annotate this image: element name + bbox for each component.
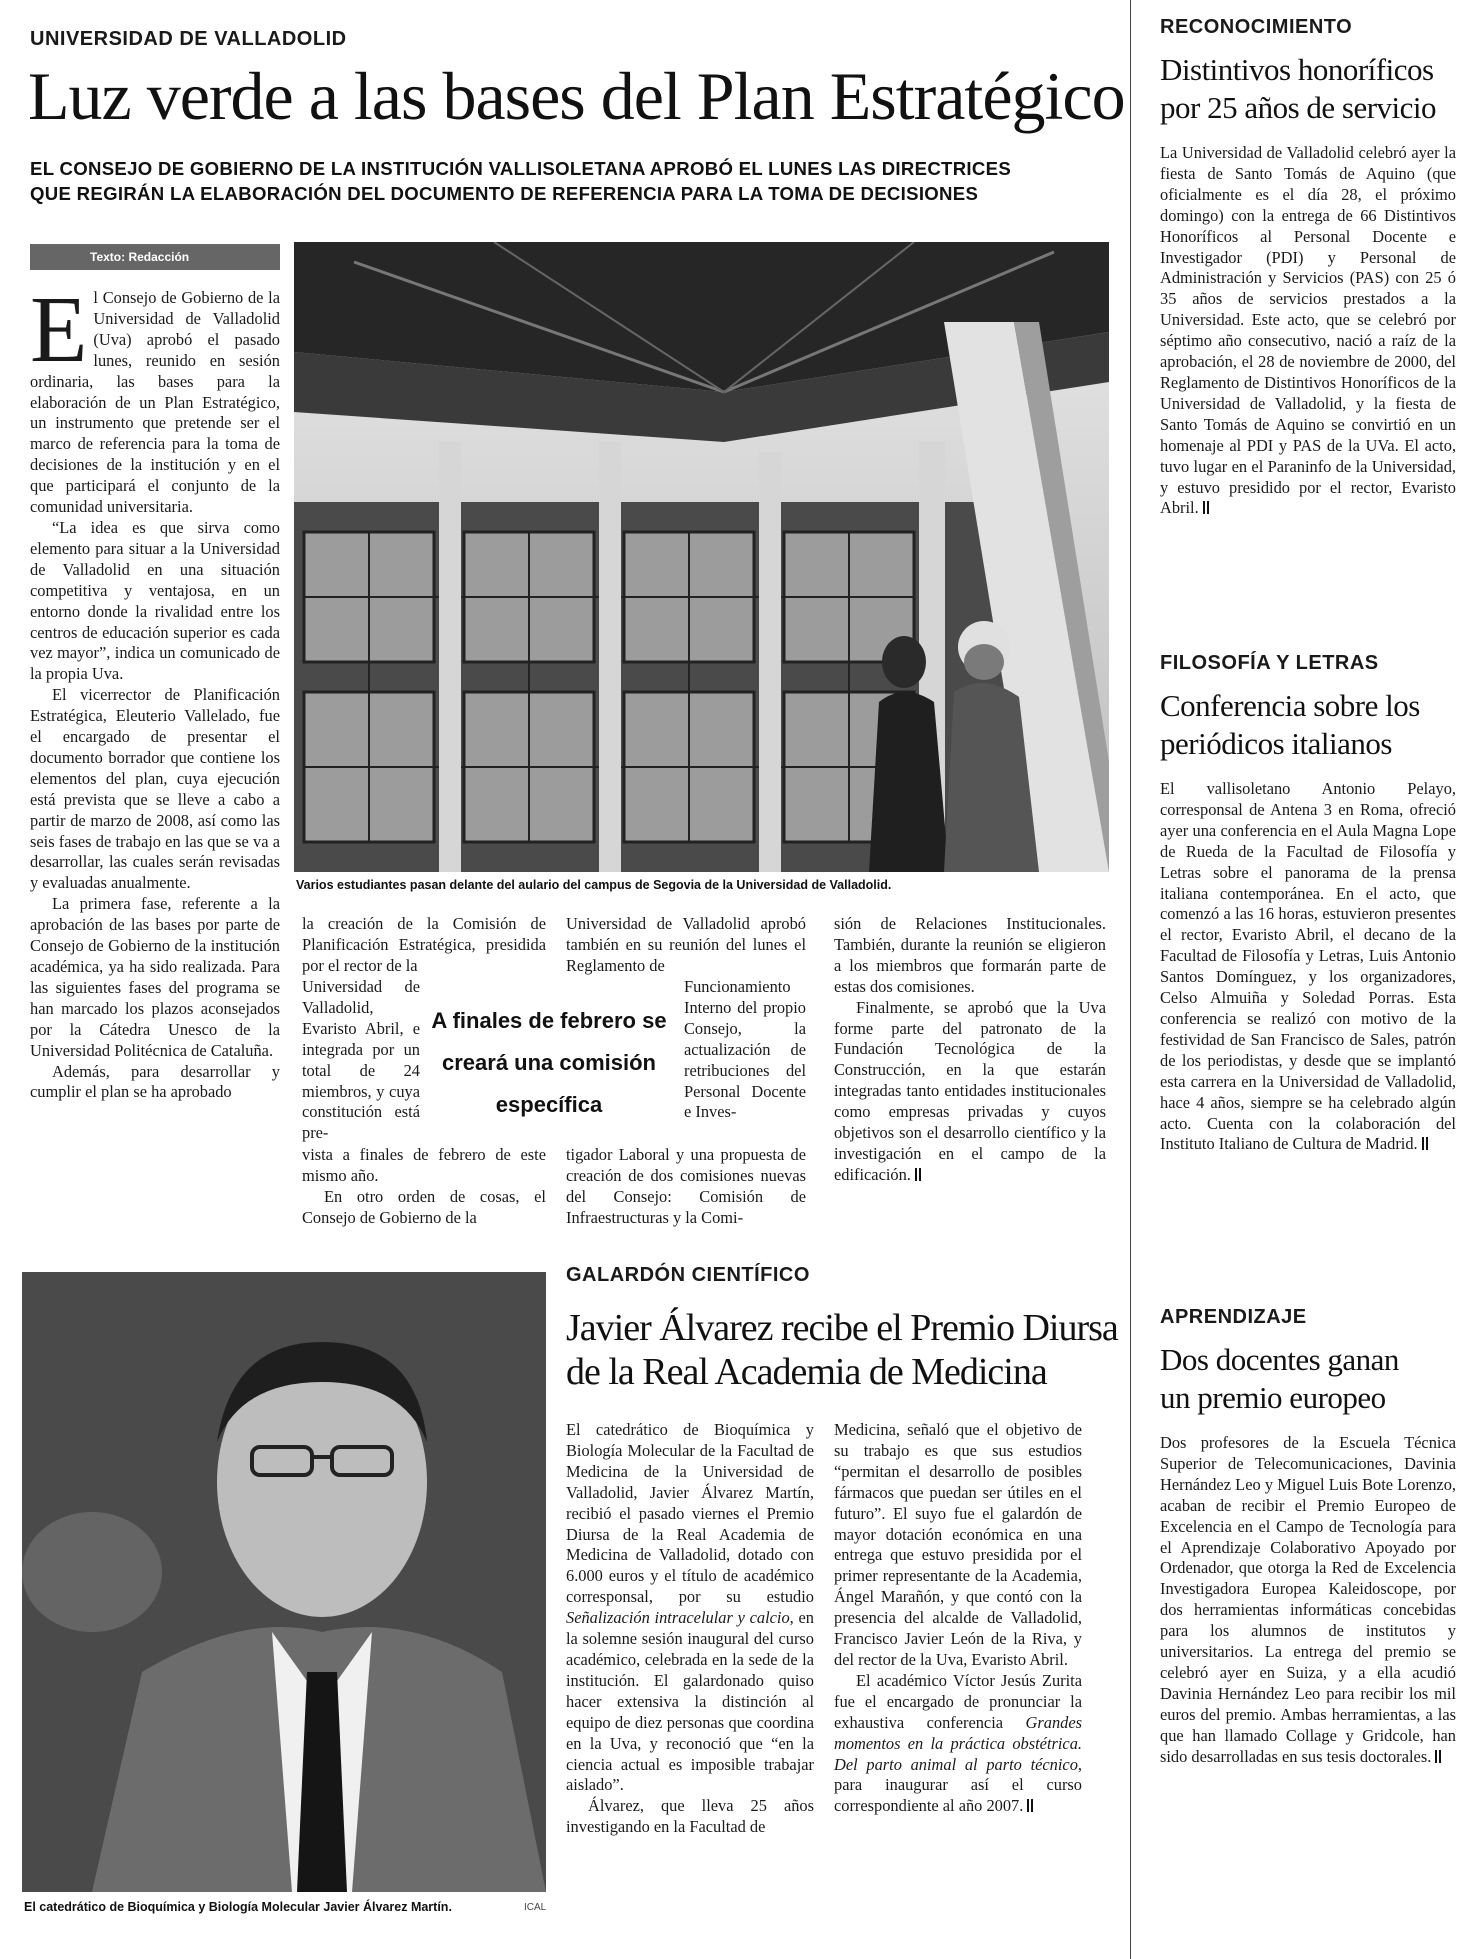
main-paragraph-1: El Consejo de Gobierno de la Universidad de Valladolid (Uva) aprobó el pasado lunes, reunido en sesión ordinaria, las bases para la elaboración de un Plan Estratégico, un instrumento que pretende ser el marco de referencia para la toma de decisiones de la institución y en el que participará el conjunto de la comunidad universitaria. bbox=[30, 278, 280, 517]
main-photo-caption: Varios estudiantes pasan delante del aulario del campus de Segovia de la Universidad de Valladolid. bbox=[296, 878, 892, 892]
main-article-col3-bottom bbox=[566, 1145, 806, 1229]
main-article-col1 bbox=[30, 278, 280, 1103]
main-article-col2-narrow bbox=[302, 977, 420, 1144]
sidebar-kicker: APRENDIZAJE bbox=[1160, 1306, 1307, 1328]
main-article-col2 bbox=[302, 914, 546, 977]
subhead-line-1: EL CONSEJO DE GOBIERNO DE LA INSTITUCIÓN VALLISOLETANA APROBÓ EL LUNES LAS DIRECTRICES bbox=[30, 158, 1012, 179]
col3-top-text: Universidad de Valladolid aprobó también en su reunión del lunes el Reglamento de bbox=[566, 914, 806, 975]
col2-narrow-text: Universidad de Valladolid, Evaristo Abril, e integrada por un total de 24 miembros, y cuya constitución está pre- bbox=[302, 977, 420, 1143]
col3-narrow-text: Funcionamiento Interno del propio Consejo, la actualización de retribuciones del Personal Docente e Inves- bbox=[684, 977, 806, 1122]
second-article-col1 bbox=[566, 1420, 814, 1838]
campus-building-photo bbox=[294, 242, 1109, 872]
col2-top-text: la creación de la Comisión de Planificación Estratégica, presidida por el rector de la bbox=[302, 914, 546, 975]
main-subhead bbox=[30, 156, 1110, 206]
main-paragraph-2: “La idea es que sirva como elemento para situar a la Universidad de Valladolid en una situación competitiva y ventajosa, en un entorno donde la rivalidad entre los centros de educación superior es cada vez mayor”, indica un comunicado de la propia Uva. bbox=[30, 517, 280, 684]
main-article-col2-bottom bbox=[302, 1145, 546, 1229]
building-illustration bbox=[294, 242, 1109, 872]
section-kicker: UNIVERSIDAD DE VALLADOLID bbox=[30, 28, 347, 50]
sidebar-body: Dos profesores de la Escuela Técnica Superior de Telecomunicaciones, Davinia Hernández Leo y Miguel Luis Bote Lorenzo, acaban de recibir el Premio Europeo de Excelencia en el Campo de Tecnología para el Aprendizaje Colaborativo Apoyado por Ordenador, que otorga la Red de Excelencia Investigadora Europea Kaleidoscope, por dos herramientas informáticas concebidas para los alumnos de institutos y universitarios. La entrega del premio se celebró ayer en Suiza, y a ella acudió Davinia Hernández Leo para recibir los mil euros del premio. Ambas herramientas, a las que han llamado Collage y Gridcole, han sido desarrolladas en sus tesis doctorales. bbox=[1160, 1433, 1456, 1766]
second-paragraph-4: El académico Víctor Jesús Zurita fue el encargado de pronunciar la exhaustiva conferencia Grandes momentos en la práctica obstétrica. Del parto animal al parto técnico, para inaugurar así el curso correspondiente al año 2007. bbox=[834, 1670, 1082, 1816]
sidebar-body: El vallisoletano Antonio Pelayo, corresponsal de Antena 3 en Roma, ofreció ayer una conferencia en el Aula Magna Lope de Rueda de la Facultad de Filosofía y Letras sobre el panorama de la prensa italiana contemporánea. En el acto, que comenzó a las 16 horas, estuvieron presentes el rector, Evaristo Abril, el decano de la Facultad de Filosofía y Letras, Luis Antonio Santos Domínguez, y los organizadores, Celso Almuiña y Soledad Porras. Esta conferencia se realizó con motivo de la festividad de San Francisco de Sales, patrón de los periodistas, y desde que se implantó esta carrera en la Universidad de Valladolid, hace 4 años, siempre se ha celebrado algún acto. Cuenta con la colaboración del Instituto Italiano de Cultura de Madrid. bbox=[1160, 779, 1456, 1154]
end-mark-icon bbox=[1435, 1750, 1441, 1763]
subhead-line-2: QUE REGIRÁN LA ELABORACIÓN DEL DOCUMENTO DE REFERENCIA PARA LA TOMA DE DECISIONES bbox=[30, 183, 979, 204]
main-paragraph-4: La primera fase, referente a la aprobación de las bases por parte de Consejo de Gobierno de la institución académica, ya ha sido realizada. Para las siguientes fases del programa se han marcado los plazos aconsejados por la Cátedra Unesco de la Universidad Politécnica de Cataluña. bbox=[30, 894, 280, 1060]
dropcap: E bbox=[30, 278, 88, 382]
main-article-col3-narrow bbox=[684, 977, 806, 1123]
col4-paragraph-1: sión de Relaciones Institucionales. También, durante la reunión se eligieron a los miembros que formarán parte de estas dos comisiones. bbox=[834, 914, 1106, 996]
col3-bottom-text: tigador Laboral y una propuesta de creación de dos comisiones nuevas del Consejo: Comisión de Infraestructuras y la Comi- bbox=[566, 1145, 806, 1227]
col4-paragraph-2: Finalmente, se aprobó que la Uva forme parte del patronato de la Fundación Tecnológica de la Construcción, en la que estarán integradas tanto entidades institucionales como empresas privadas y cuyos objetivos son el desarrollo científico y la investigación en el campo de la edificación. bbox=[834, 997, 1106, 1184]
second-article-col2 bbox=[834, 1420, 1082, 1817]
col2-bottom-text-1: vista a finales de febrero de este mismo año. bbox=[302, 1145, 546, 1185]
second-headline-line-1: Javier Álvarez recibe el Premio Diursa bbox=[566, 1307, 1118, 1349]
second-headline bbox=[566, 1306, 1118, 1394]
end-mark-icon bbox=[1203, 501, 1209, 514]
sidebar-divider bbox=[1130, 0, 1131, 1959]
main-paragraph-5: Además, para desarrollar y cumplir el plan se ha aprobado bbox=[30, 1061, 280, 1102]
portrait-illustration bbox=[22, 1272, 546, 1892]
sidebar-headline: Conferencia sobre los periódicos italianos bbox=[1160, 688, 1420, 761]
study-title: Señalización intracelular y calcio bbox=[566, 1608, 790, 1628]
main-paragraph-3: El vicerrector de Planificación Estratégica, Eleuterio Vallelado, fue el encargado de presentar el documento borrador que contiene los elementos del plan, cuya ejecución está prevista que se lleve a cabo a partir de marzo de 2008, así como las seis fases de trabajo en las que se va a desarrollar, las cuales serán revisadas y evaluadas anualmente. bbox=[30, 685, 280, 893]
end-mark-icon bbox=[1027, 1799, 1033, 1812]
sidebar-headline: Distintivos honoríficos por 25 años de servicio bbox=[1160, 52, 1437, 125]
main-headline: Luz verde a las bases del Plan Estratégico bbox=[28, 58, 1125, 134]
sidebar-item-reconocimiento bbox=[1160, 16, 1456, 519]
byline: Texto: Redacción bbox=[30, 244, 280, 270]
sidebar-kicker: RECONOCIMIENTO bbox=[1160, 16, 1353, 38]
second-paragraph-3: Medicina, señaló que el objetivo de su trabajo es que sus estudios “permitan el desarrollo de posibles fármacos que puedan ser útiles en el futuro”. El suyo fue el galardón de mayor dotación económica en una entrega que estuvo presidida por el primer representante de la Academia, Ángel Marañón, y que contó con la presencia del alcalde de Valladolid, Francisco Javier León de la Riva, y del rector de la Uva, Evaristo Abril. bbox=[834, 1420, 1082, 1669]
end-mark-icon bbox=[1422, 1137, 1428, 1150]
pull-quote: A finales de febrero se creará una comisión específica bbox=[431, 1008, 667, 1117]
conference-title: Grandes momentos en la práctica obstétrica. Del parto animal al parto técnico bbox=[834, 1712, 1082, 1774]
second-headline-line-2: de la Real Academia de Medicina bbox=[566, 1351, 1047, 1393]
professor-photo-caption: El catedrático de Bioquímica y Biología Molecular Javier Álvarez Martín. bbox=[24, 1900, 452, 1914]
sidebar-kicker: FILOSOFÍA Y LETRAS bbox=[1160, 652, 1379, 674]
main-article-col4 bbox=[834, 914, 1106, 1186]
second-paragraph-1: El catedrático de Bioquímica y Biología Molecular de la Facultad de Medicina de la Universidad de Valladolid, Javier Álvarez Martín, recibió el pasado viernes el Premio Diursa de la Real Academia de Medicina de Valladolid, dotado con 6.000 euros y el título de académico corresponsal, por su estudio Señalización intracelular y calcio, en la solemne sesión inaugural del curso académico, celebrada en la sede de la institución. El galardonado quiso hacer extensiva la distinción al equipo de diez personas que coordina en la Uva, y reconoció que “en la ciencia actual es imposible trabajar aislado”. bbox=[566, 1420, 814, 1795]
sidebar-item-aprendizaje bbox=[1160, 1306, 1456, 1768]
col2-bottom-text-2: En otro orden de cosas, el Consejo de Gobierno de la bbox=[302, 1186, 546, 1227]
professor-photo bbox=[22, 1272, 546, 1892]
second-paragraph-2: Álvarez, que lleva 25 años investigando en la Facultad de bbox=[566, 1796, 814, 1837]
main-article-col3 bbox=[566, 914, 806, 977]
end-mark-icon bbox=[915, 1168, 921, 1181]
sidebar-headline: Dos docentes ganan un premio europeo bbox=[1160, 1342, 1399, 1415]
second-kicker: GALARDÓN CIENTÍFICO bbox=[566, 1264, 810, 1286]
sidebar-item-filosofia bbox=[1160, 652, 1456, 1155]
sidebar-body: La Universidad de Valladolid celebró ayer la fiesta de Santo Tomás de Aquino (que oficialmente es el día 28, el próximo domingo) con la entrega de 66 Distintivos Honoríficos al Personal Docente e Investigador (PDI) y Personal de Administración y Servicios (PAS) con 25 ó 35 años de servicios prestados a la Universidad. Este acto, que se celebró por séptimo año consecutivo, nació a raíz de la aprobación, el 28 de noviembre de 2000, del Reglamento de Distintivos Honoríficos de la Universidad de Valladolid, y la fiesta de Santo Tomás de Aquino se convirtió en un homenaje al PDI y PAS de la UVa. El acto, tuvo lugar en el Paraninfo de la Universidad, y estuvo presidido por el rector, Evaristo Abril. bbox=[1160, 143, 1456, 518]
photo-credit: ICAL bbox=[524, 1902, 547, 1913]
